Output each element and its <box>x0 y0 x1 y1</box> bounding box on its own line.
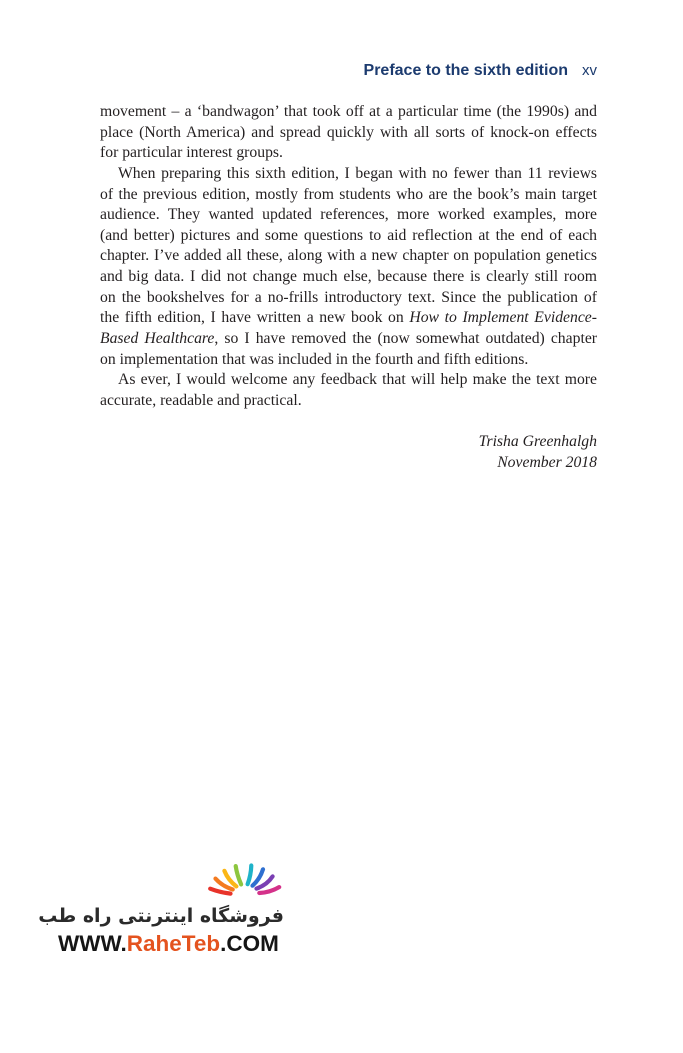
paragraph <box>100 102 597 164</box>
text-line: on the bookshelves for a no-frills introductory text. Since the publication of <box>100 288 597 306</box>
paragraph <box>100 370 597 411</box>
running-title: Preface to the sixth edition <box>363 62 568 79</box>
url-suffix: .COM <box>220 931 279 956</box>
book-title-italic: Based Healthcare <box>100 330 215 348</box>
preface-text <box>100 102 597 412</box>
watermark-url <box>58 931 279 957</box>
logo-page-strip <box>248 866 252 885</box>
text-line: movement – a ‘bandwagon’ that took off at a particular time (the 1990s) and <box>100 103 597 120</box>
url-prefix: WWW. <box>58 931 127 956</box>
book-title-italic: How to Implement Evidence- <box>409 309 597 327</box>
author-name: Trisha Greenhalgh <box>478 433 597 450</box>
text-run: , so I have removed the (now somewhat outdated) chapter <box>214 330 598 348</box>
url-brand: RaheTeb <box>126 931 221 956</box>
running-header <box>364 61 597 81</box>
text-line: (and better) pictures and some questions to aid reflection at the end of each <box>100 226 597 244</box>
signature-date: November 2018 <box>497 453 597 471</box>
text-line: of the previous edition, mostly from students who are the book’s main target <box>100 185 597 203</box>
logo-page-strip <box>236 866 241 884</box>
text-line: accurate, readable and practical. <box>100 391 302 409</box>
watermark-tagline: فروشگاه اینترنتی راه طب <box>38 905 284 927</box>
text-line <box>100 329 597 350</box>
text-line: audience. They wanted updated references, more worked examples, more <box>100 206 597 224</box>
text-line: on implementation that was included in the fourth and fifth editions. <box>100 350 529 368</box>
logo-page-strip <box>253 869 264 885</box>
signature <box>479 432 597 473</box>
logo-page-strip <box>224 871 236 887</box>
text-line: As ever, I would welcome any feedback that will help make the text more <box>118 371 597 389</box>
text-line: chapter. I’ve added all these, along with a new chapter on population genetics <box>100 247 597 265</box>
open-book-rainbow-fan-icon <box>207 863 283 897</box>
page-number: xv <box>582 62 597 79</box>
text-line <box>100 308 597 329</box>
paragraph <box>100 164 597 370</box>
text-line: place (North America) and spread quickly with all sorts of knock-on effects <box>100 123 597 141</box>
text-run: the fifth edition, I have written a new book on <box>100 309 410 327</box>
text-line: and big data. I did not change much else, because there is clearly still room <box>100 268 597 286</box>
text-line: When preparing this sixth edition, I began with no fewer than 11 reviews <box>118 164 597 182</box>
text-line: for particular interest groups. <box>100 144 283 162</box>
